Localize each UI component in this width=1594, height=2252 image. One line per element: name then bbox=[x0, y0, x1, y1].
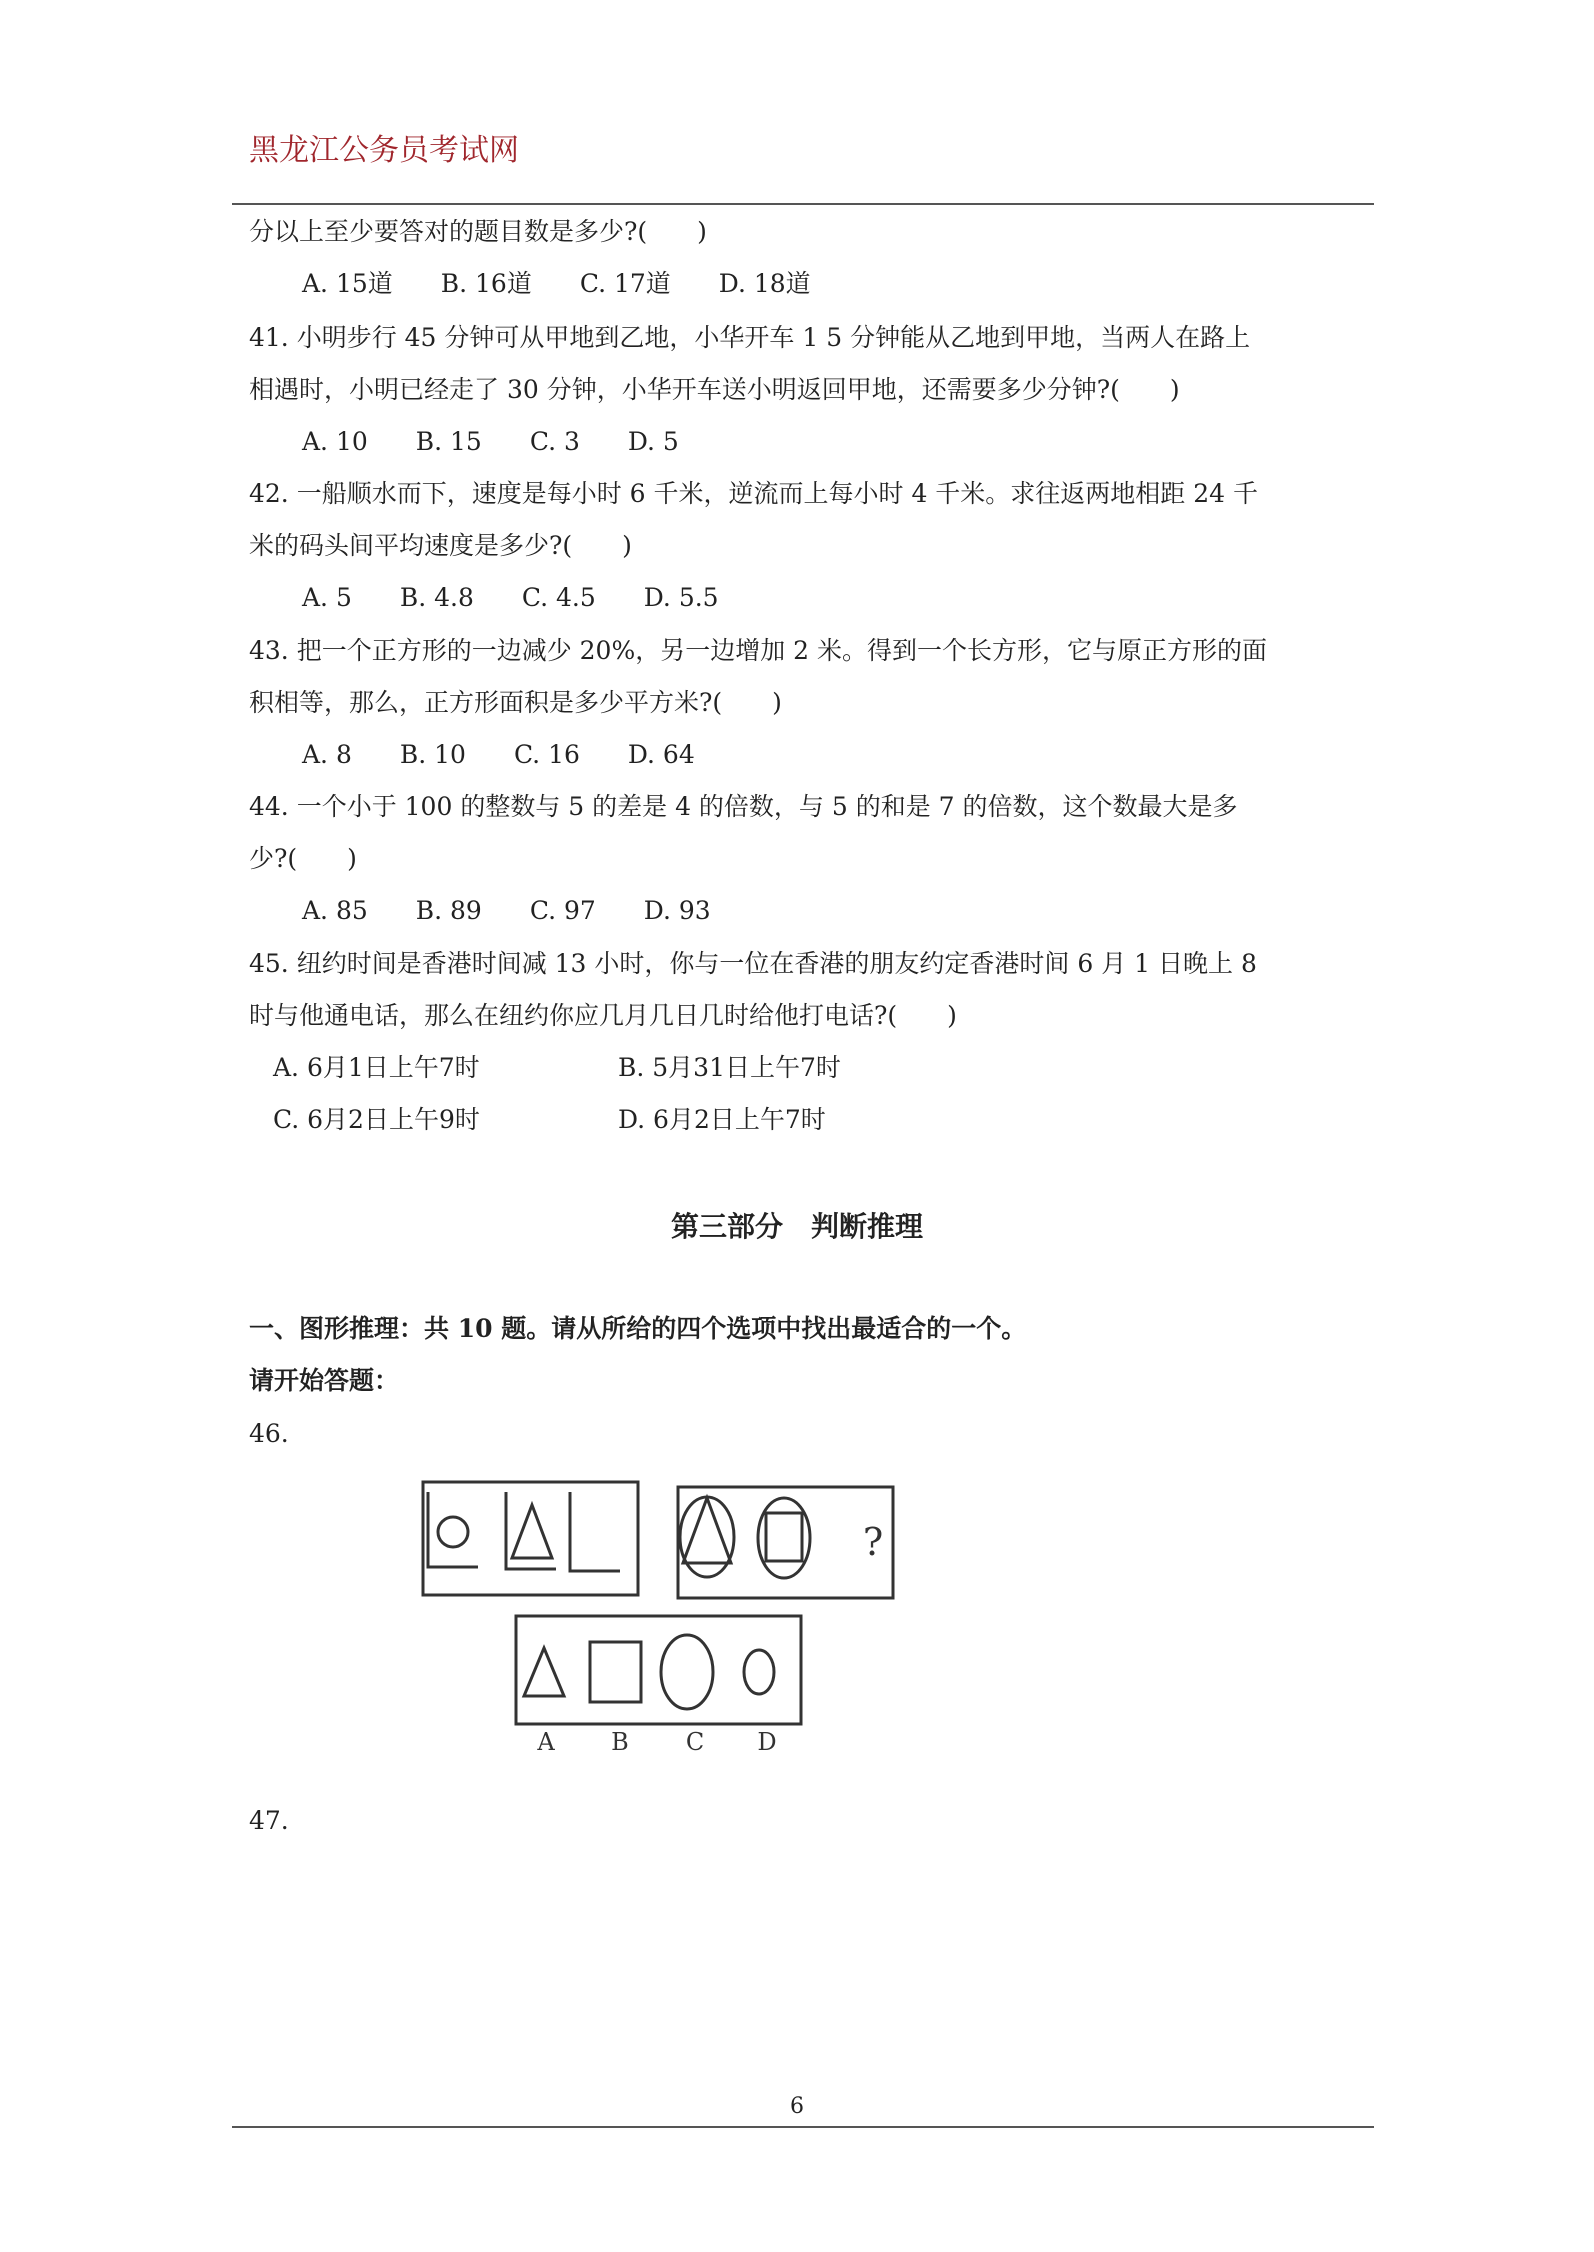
q40-options bbox=[302, 267, 859, 301]
option-c: C. 16 bbox=[513, 740, 580, 769]
option-a: A. 8 bbox=[302, 740, 352, 769]
label-c: C bbox=[685, 1728, 705, 1756]
option-a: A. 15道 bbox=[302, 269, 393, 298]
circle-with-triangle bbox=[680, 1497, 734, 1577]
q46-figure bbox=[420, 1470, 910, 1770]
q44-line1: 44. 一个小于 100 的整数与 5 的差是 4 的倍数，与 5 的和是 7 的倍数，这个数最大是多 bbox=[249, 792, 1238, 821]
site-title: 黑龙江公务员考试网 bbox=[249, 133, 519, 168]
circle-icon bbox=[438, 1517, 468, 1547]
q45-options-row1 bbox=[273, 1051, 963, 1085]
q43-line2: 积相等，那么，正方形面积是多少平方米?( ) bbox=[249, 688, 782, 717]
q41-line1: 41. 小明步行 45 分钟可从甲地到乙地，小华开车 1 5 分钟能从乙地到甲地，当两人在路上 bbox=[249, 323, 1251, 352]
start-prompt: 请开始答题： bbox=[249, 1366, 400, 1395]
label-d: D bbox=[757, 1728, 777, 1756]
option-b: B. 4.8 bbox=[399, 583, 474, 612]
option-b: B. 16道 bbox=[440, 269, 532, 298]
q43-line1: 43. 把一个正方形的一边减少 20%，另一边增加 2 米。得到一个长方形，它与原正方形的面 bbox=[249, 636, 1268, 665]
option-c-large-circle bbox=[661, 1635, 713, 1709]
option-d: D. 18道 bbox=[718, 269, 811, 298]
q46-number: 46. bbox=[249, 1419, 289, 1448]
option-b-square bbox=[590, 1642, 641, 1702]
square-icon bbox=[766, 1513, 802, 1561]
q44-line2: 少?( ) bbox=[249, 844, 357, 873]
option-d: D. 5.5 bbox=[643, 583, 719, 612]
q40-continuation: 分以上至少要答对的题目数是多少?( ) bbox=[249, 217, 707, 246]
option-a-triangle bbox=[524, 1648, 564, 1696]
q42-line1: 42. 一船顺水而下，速度是每小时 6 千米，逆流而上每小时 4 千米。求往返两地相距 24 千 bbox=[249, 479, 1259, 508]
q41-line2: 相遇时，小明已经走了 30 分钟，小华开车送小明返回甲地，还需要多少分钟?( ) bbox=[249, 375, 1180, 404]
q42-options bbox=[302, 581, 767, 615]
option-d: D. 5 bbox=[627, 427, 679, 456]
option-d: D. 6月2日上午7时 bbox=[618, 1105, 826, 1134]
q41-options bbox=[302, 425, 727, 459]
answer-box bbox=[516, 1616, 801, 1724]
q45-options-row2 bbox=[273, 1103, 963, 1137]
label-b: B bbox=[611, 1728, 629, 1756]
q45-line1: 45. 纽约时间是香港时间减 13 小时，你与一位在香港的朋友约定香港时间 6 月 1 日晚上 8 bbox=[249, 949, 1257, 978]
section-title: 第三部分 判断推理 bbox=[670, 1210, 923, 1243]
option-c: C. 6月2日上午9时 bbox=[273, 1105, 480, 1134]
triangle-icon bbox=[512, 1505, 552, 1558]
corner-1 bbox=[428, 1492, 478, 1567]
q43-options bbox=[302, 738, 743, 772]
option-c: C. 17道 bbox=[579, 269, 671, 298]
option-d-small-circle bbox=[744, 1650, 774, 1694]
page-number: 6 bbox=[790, 2094, 804, 2119]
option-a: A. 5 bbox=[302, 583, 352, 612]
label-a: A bbox=[537, 1728, 555, 1756]
section-instructions: 一、图形推理：共 10 题。请从所给的四个选项中找出最适合的一个。 bbox=[249, 1314, 1027, 1343]
option-a: A. 6月1日上午7时 bbox=[273, 1053, 480, 1082]
option-d: D. 93 bbox=[643, 896, 711, 925]
option-b: B. 89 bbox=[415, 896, 482, 925]
header-rule bbox=[232, 203, 1374, 205]
option-c: C. 3 bbox=[529, 427, 580, 456]
footer-rule bbox=[232, 2126, 1374, 2128]
option-c: C. 97 bbox=[529, 896, 596, 925]
option-b: B. 15 bbox=[415, 427, 482, 456]
option-b: B. 5月31日上午7时 bbox=[618, 1053, 841, 1082]
q47-number: 47. bbox=[249, 1806, 289, 1835]
question-mark: ? bbox=[862, 1520, 884, 1564]
option-a: A. 10 bbox=[302, 427, 368, 456]
option-c: C. 4.5 bbox=[521, 583, 596, 612]
option-d: D. 64 bbox=[627, 740, 695, 769]
q44-options bbox=[302, 894, 759, 928]
sequence-box-1 bbox=[423, 1482, 638, 1595]
q45-line2: 时与他通电话，那么在纽约你应几月几日几时给他打电话?( ) bbox=[249, 1001, 957, 1030]
option-a: A. 85 bbox=[302, 896, 368, 925]
option-b: B. 10 bbox=[399, 740, 466, 769]
corner-3 bbox=[570, 1492, 620, 1571]
q42-line2: 米的码头间平均速度是多少?( ) bbox=[249, 531, 632, 560]
